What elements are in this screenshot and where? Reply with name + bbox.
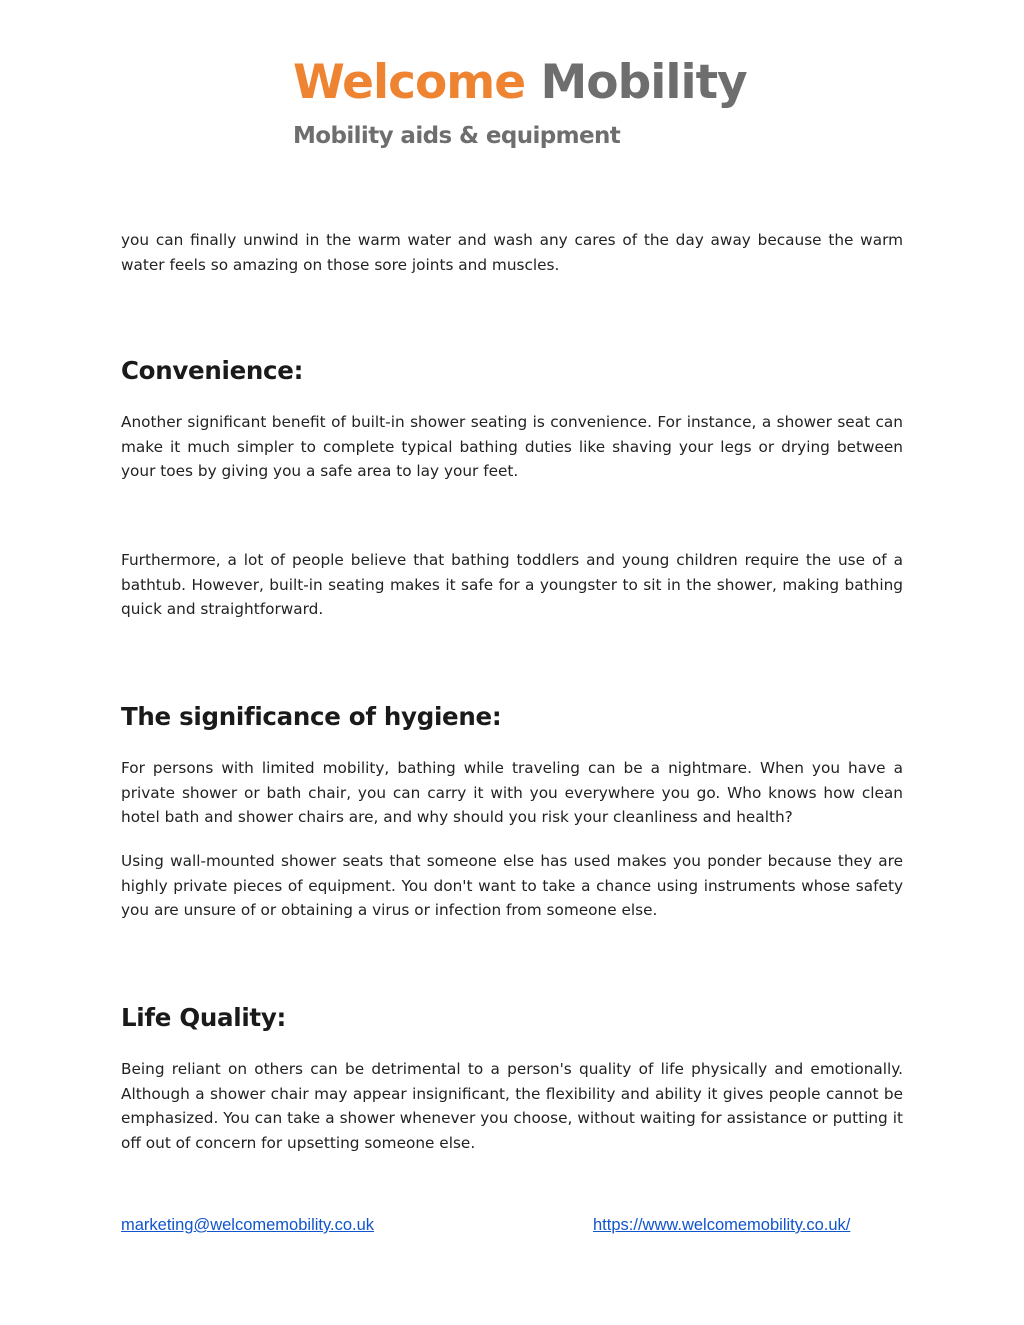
convenience-paragraph-2: Furthermore, a lot of people believe that bathing toddlers and young children require the use of a bathtub. However, built-in seating makes it safe for a youngster to sit in the shower, making bathing quick and straightforward.: [121, 551, 903, 618]
brand-logo: [293, 52, 753, 149]
brand-tagline: Mobility aids & equipment: [293, 123, 621, 149]
section-life-quality: [121, 1002, 903, 1034]
brand-title-mobility: Mobility: [540, 55, 747, 110]
heading-hygiene: The significance of hygiene:: [121, 702, 502, 731]
convenience-paragraph-1-block: [121, 410, 903, 484]
section-convenience: [121, 355, 903, 387]
hygiene-paragraph-1: For persons with limited mobility, bathing while traveling can be a nightmare. When you have a private shower or bath chair, you can carry it with you everywhere you go. Who knows how clean hotel bath and shower chairs are, and why should you risk your cleanliness and health?: [121, 759, 903, 826]
footer-website-link[interactable]: https://www.welcomemobility.co.uk/: [593, 1216, 851, 1234]
brand-title: [293, 52, 753, 114]
life-quality-paragraph: Being reliant on others can be detrimental to a person's quality of life physically and emotionally. Although a shower chair may appear insignificant, the flexibility and ability it gives people cannot be emphasized. You can take a shower whenever you choose, without waiting for assistance or putting it off out of concern for upsetting someone else.: [121, 1060, 903, 1152]
hygiene-paragraph-2-block: [121, 849, 903, 923]
heading-convenience: Convenience:: [121, 356, 304, 385]
life-quality-paragraph-block: [121, 1057, 903, 1155]
heading-life-quality: Life Quality:: [121, 1003, 286, 1032]
convenience-paragraph-2-block: [121, 548, 903, 622]
section-hygiene: [121, 701, 903, 733]
hygiene-paragraph-2: Using wall-mounted shower seats that someone else has used makes you ponder because they are highly private pieces of equipment. You don't want to take a chance using instruments whose safety you are unsure of or obtaining a virus or infection from someone else.: [121, 852, 903, 919]
intro-block: [121, 228, 903, 277]
hygiene-paragraph-1-block: [121, 756, 903, 830]
brand-title-welcome: Welcome: [293, 55, 526, 110]
footer-email-link[interactable]: marketing@welcomemobility.co.uk: [121, 1216, 375, 1234]
convenience-paragraph-1: Another significant benefit of built-in shower seating is convenience. For instance, a shower seat can make it much simpler to complete typical bathing duties like shaving your legs or drying between your toes by giving you a safe area to lay your feet.: [121, 413, 903, 480]
intro-paragraph: you can finally unwind in the warm water and wash any cares of the day away because the warm water feels so amazing on those sore joints and muscles.: [121, 231, 903, 274]
